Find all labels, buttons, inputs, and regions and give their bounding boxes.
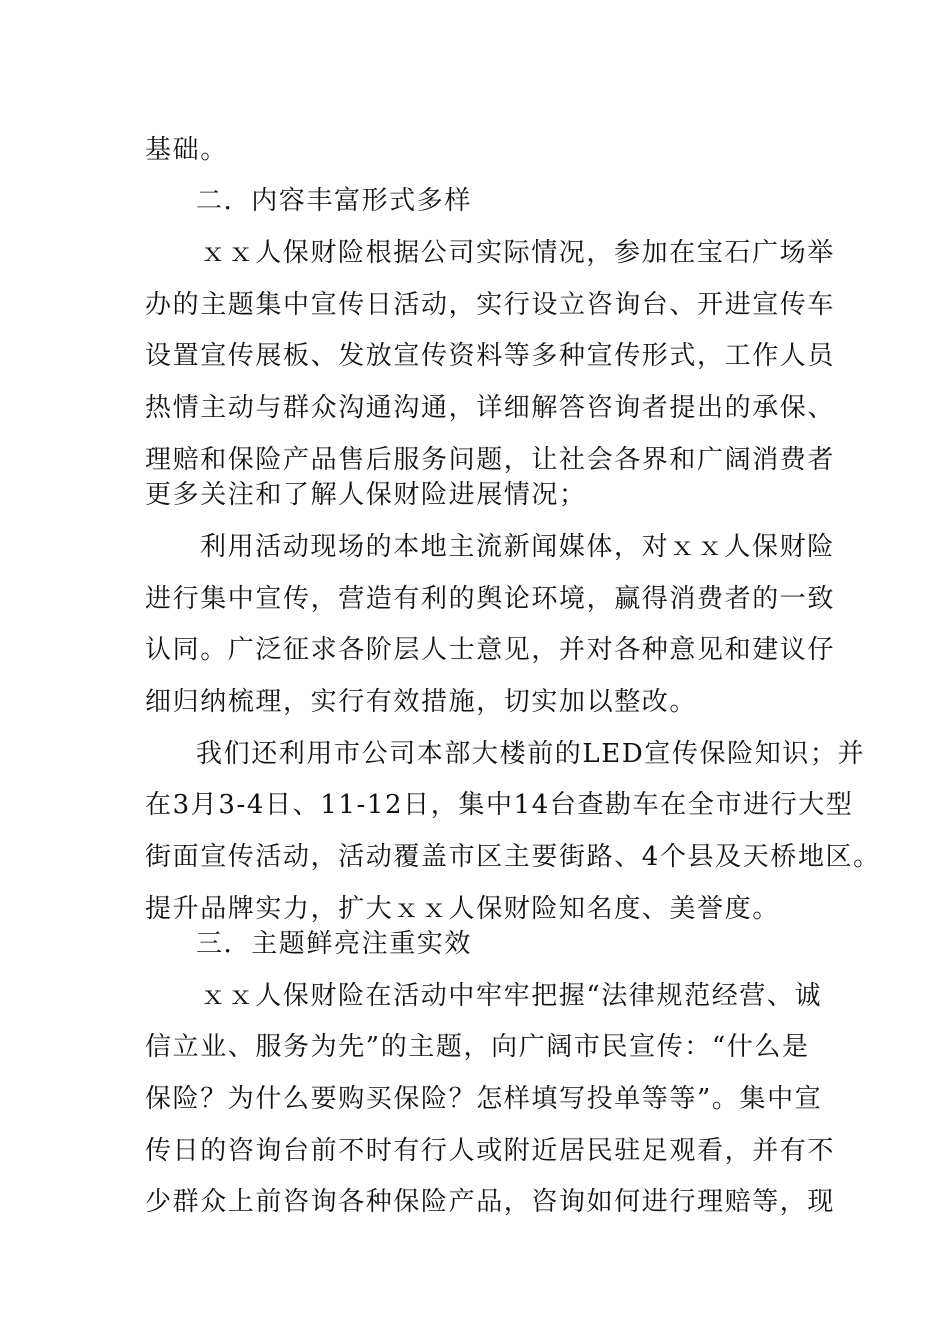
text-line: 进行集中宣传，营造有利的舆论环境，赢得消费者的一致 <box>145 584 836 614</box>
text-line: 我们还利用市公司本部大楼前的LED宣传保险知识；并 <box>196 739 866 769</box>
text-line: 设置宣传展板、发放宣传资料等多种宣传形式，工作人员 <box>145 341 836 371</box>
text-line: 理赔和保险产品售后服务问题，让社会各界和广阔消费者 <box>145 445 836 475</box>
section-heading: 二．内容丰富形式多样 <box>196 186 473 216</box>
text-line: 街面宣传活动，活动覆盖市区主要街路、4个县及天桥地区。 <box>145 842 881 872</box>
text-line: 保险？为什么要购买保险？怎样填写投单等等”。集中宣 <box>145 1084 823 1114</box>
text-line: 提升品牌实力，扩大ｘｘ人保财险知名度、美誉度。 <box>145 894 780 924</box>
text-line: 认同。广泛征求各阶层人士意见，并对各种意见和建议仔 <box>145 635 836 665</box>
text-line: 更多关注和了解人保财险进展情况； <box>145 480 587 510</box>
text-line: 热情主动与群众沟通沟通，详细解答咨询者提出的承保、 <box>145 393 836 423</box>
text-line: ｘｘ人保财险在活动中牢牢把握“法律规范经营、诚 <box>200 981 823 1011</box>
text-line: 传日的咨询台前不时有行人或附近居民驻足观看，并有不 <box>145 1136 836 1166</box>
text-line: 基础。 <box>145 135 228 165</box>
text-line: 少群众上前咨询各种保险产品，咨询如何进行理赔等，现 <box>145 1187 836 1217</box>
text-line: 在3月3-4日、11-12日，集中14台查勘车在全市进行大型 <box>145 790 854 820</box>
text-line: 信立业、服务为先”的主题，向广阔市民宣传：“什么是 <box>145 1032 810 1062</box>
text-line: 利用活动现场的本地主流新闻媒体，对ｘｘ人保财险 <box>200 532 835 562</box>
section-heading: 三．主题鲜亮注重实效 <box>196 929 473 959</box>
text-line: ｘｘ人保财险根据公司实际情况，参加在宝石广场举 <box>200 238 835 268</box>
text-line: 办的主题集中宣传日活动，实行设立咨询台、开进宣传车 <box>145 290 836 320</box>
text-line: 细归纳梳理，实行有效措施，切实加以整改。 <box>145 687 698 717</box>
